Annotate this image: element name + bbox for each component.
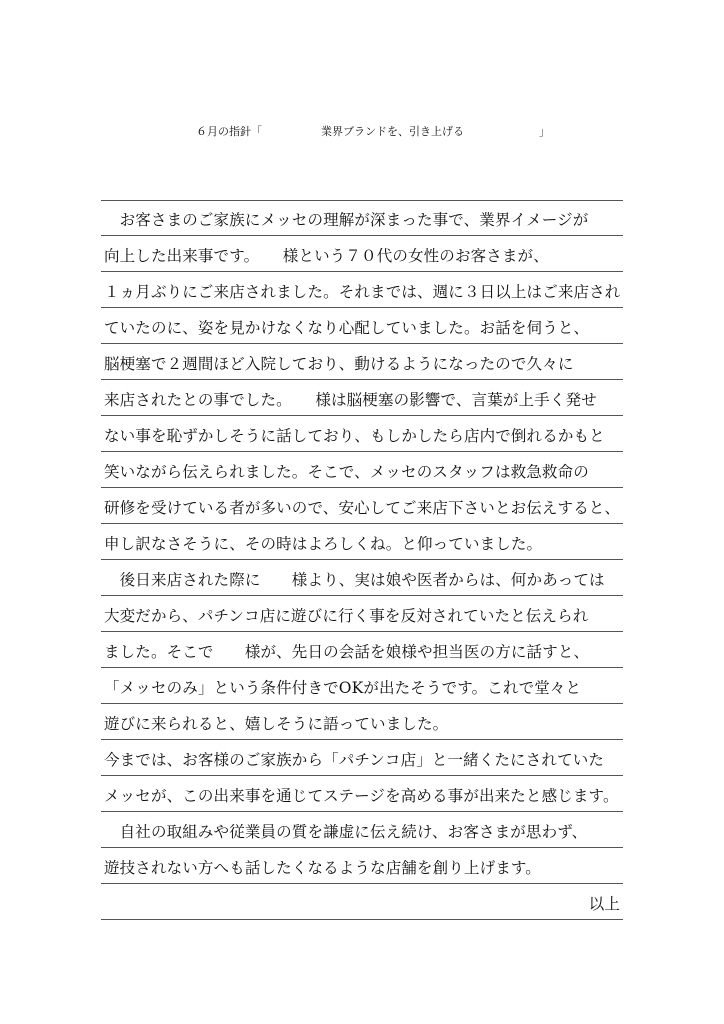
text-line	[101, 776, 623, 812]
body-line: ていたのに、姿を見かけなくなり心配していました。お話を伺うと、	[104, 319, 590, 337]
text-line	[101, 200, 623, 236]
body-line: お客さまのご家族にメッセの理解が深まった事で、業界イメージが	[104, 211, 589, 229]
text-line	[101, 884, 623, 920]
text-line	[101, 344, 623, 380]
text-line	[101, 632, 623, 668]
text-line	[101, 416, 623, 452]
heading-title: 業界ブランドを、引き上げる	[321, 125, 464, 138]
body-line: 大変だから、パチンコ店に遊びに行く事を反対されていたと伝えられ	[104, 607, 589, 625]
body-line: 後日来店された際に 様より、実は娘や医者からは、何かあっては	[104, 571, 605, 589]
body-line: 脳梗塞で２週間ほど入院しており、動けるようになったので久々に	[104, 355, 574, 373]
text-line	[101, 848, 623, 884]
body-line: 遊技されない方へも話したくなるような店舗を創り上げます。	[104, 859, 541, 877]
text-line	[101, 596, 623, 632]
closing-text: 以上	[588, 895, 620, 913]
heading-closing-bracket: 」	[539, 125, 550, 138]
text-line	[101, 524, 623, 560]
body-line: 笑いながら伝えられました。そこで、メッセのスタッフは救急救命の	[104, 463, 589, 481]
body-line: メッセが、この出来事を通じてステージを高める事が出来たと感じます。	[104, 787, 619, 805]
text-line	[101, 668, 623, 704]
heading-prefix: ６月の指針「	[196, 125, 262, 138]
body-line: 研修を受けている者が多いので、安心してご来店下さいとお伝えすると、	[104, 499, 621, 517]
body-line: 「メッセのみ」という条件付きでOKが出たそうです。これで堂々と	[104, 679, 582, 697]
text-line	[101, 236, 623, 272]
text-line	[101, 452, 623, 488]
text-line	[101, 308, 623, 344]
body-line: ない事を恥ずかしそうに話しており、もしかしたら店内で倒れるかもと	[104, 427, 605, 445]
text-line	[101, 560, 623, 596]
text-line	[101, 740, 623, 776]
text-line	[101, 704, 623, 740]
ruled-text-area	[101, 200, 623, 920]
text-line	[101, 380, 623, 416]
body-line: 今までは、お客様のご家族から「パチンコ店」と一緒くたにされていた	[104, 751, 605, 769]
body-line: ました。そこで 様が、先日の会話を娘様や担当医の方に話すと、	[104, 643, 590, 661]
text-line	[101, 812, 623, 848]
text-line	[101, 272, 623, 308]
body-line: 申し訳なさそうに、その時はよろしくね。と仰っていました。	[104, 535, 543, 553]
body-line: 来店されたとの事でした。 様は脳梗塞の影響で、言葉が上手く発せ	[104, 391, 597, 409]
text-line	[101, 488, 623, 524]
body-line: １ヵ月ぶりにご来店されました。それまでは、週に３日以上はご来店され	[104, 283, 621, 301]
body-line: 向上した出来事です。 様という７０代の女性のお客さまが、	[104, 247, 549, 265]
document-heading	[196, 124, 556, 140]
body-line: 遊びに来られると、嬉しそうに語っていました。	[104, 715, 449, 733]
body-line: 自社の取組みや従業員の質を謙虚に伝え続け、お客さまが思わず、	[104, 823, 588, 841]
